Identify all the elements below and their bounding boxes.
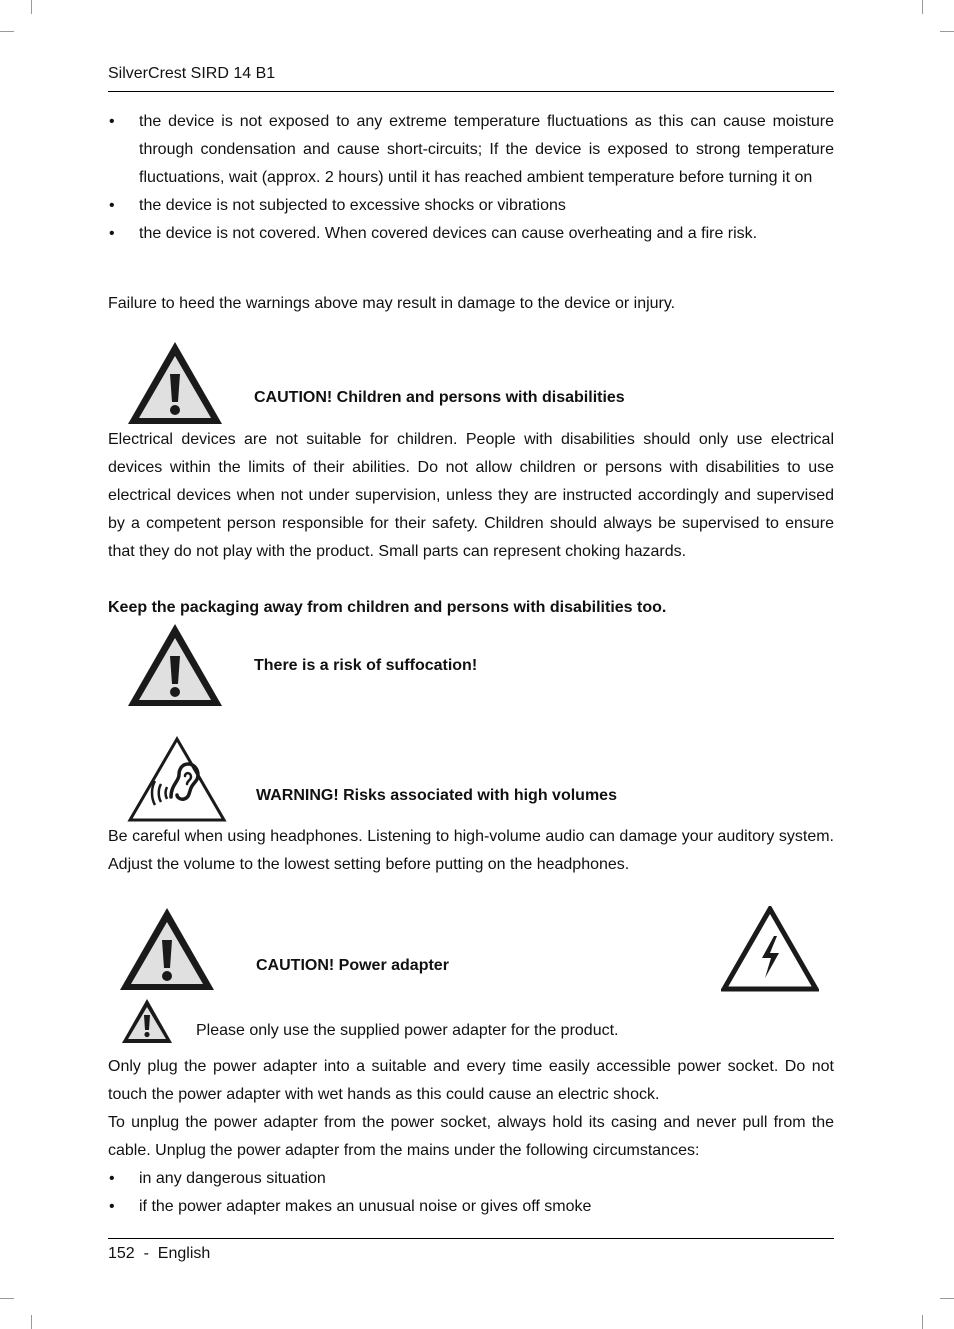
footer-rule	[108, 1238, 834, 1239]
crop-mark-bottom-right-v	[922, 1315, 923, 1329]
power-adapter-paragraph-1: Only plug the power adapter into a suitable and every time easily accessible power socket. Do not touch the power adapter with wet hands as this could cause an electric shock.	[108, 1058, 834, 1103]
power-adapter-note: Please only use the supplied power adapter for the product.	[196, 1022, 619, 1039]
warning-triangle-icon	[118, 906, 216, 992]
crop-mark-bottom-left-h	[0, 1298, 14, 1299]
unplug-circumstances-list	[108, 1165, 834, 1221]
caution-children-heading: CAUTION! Children and persons with disabilities	[254, 389, 625, 406]
warning-triangle-icon	[126, 622, 224, 708]
children-paragraph: Electrical devices are not suitable for children. People with disabilities should only use electrical devices within the limits of their abilities. Do not allow children or persons with disabilities to use electrical devices when not under supervision, unless they are instructed accordingly and supervised by a competent person responsible for their safety. Children should always be supervised to ensure that they do not play with the product. Small parts can represent choking hazards.	[108, 431, 834, 560]
page-header-title: SilverCrest SIRD 14 B1	[108, 65, 276, 82]
failure-paragraph: Failure to heed the warnings above may result in damage to the device or injury.	[108, 295, 676, 312]
page-footer: 152 - English	[108, 1245, 211, 1262]
list-item: • if the power adapter makes an unusual noise or gives off smoke	[108, 1193, 834, 1221]
power-adapter-heading: CAUTION! Power adapter	[256, 957, 449, 974]
list-item: • the device is not exposed to any extreme temperature fluctuations as this can cause moisture through condensation and cause short-circuits; If the device is exposed to strong temperature fluctuations, wait (approx. 2 hours) until it has reached ambient temperature before turning it on	[108, 108, 834, 192]
bullet-icon: •	[109, 197, 115, 214]
crop-mark-top-left-v	[31, 0, 32, 14]
volume-warning-heading: WARNING! Risks associated with high volumes	[256, 787, 617, 804]
packaging-warning: Keep the packaging away from children and persons with disabilities too.	[108, 599, 667, 616]
power-adapter-paragraph-2: To unplug the power adapter from the power socket, always hold its casing and never pull from the cable. Unplug the power adapter from the mains under the following circumstances:	[108, 1114, 834, 1159]
bullet-icon: •	[109, 1170, 115, 1187]
list-item: • in any dangerous situation	[108, 1165, 834, 1193]
electric-shock-icon	[721, 906, 819, 992]
bullet-icon: •	[109, 113, 115, 130]
crop-mark-bottom-left-v	[31, 1315, 32, 1329]
warning-triangle-icon	[126, 340, 224, 426]
list-item: • the device is not subjected to excessive shocks or vibrations	[108, 192, 834, 220]
bullet-icon: •	[109, 1198, 115, 1215]
volume-paragraph: Be careful when using headphones. Listening to high-volume audio can damage your auditory system. Adjust the volume to the lowest setting before putting on the headphones.	[108, 828, 834, 873]
list-item: • the device is not covered. When covered devices can cause overheating and a fire risk.	[108, 220, 834, 248]
device-conditions-list	[108, 108, 834, 248]
suffocation-heading: There is a risk of suffocation!	[254, 657, 478, 674]
crop-mark-top-left-h	[0, 31, 14, 32]
bullet-icon: •	[109, 225, 115, 242]
hearing-hazard-icon	[127, 735, 227, 823]
crop-mark-top-right-h	[940, 31, 954, 32]
small-warning-triangle-icon	[121, 998, 173, 1044]
header-rule	[108, 91, 834, 92]
crop-mark-top-right-v	[922, 0, 923, 14]
crop-mark-bottom-right-h	[940, 1298, 954, 1299]
